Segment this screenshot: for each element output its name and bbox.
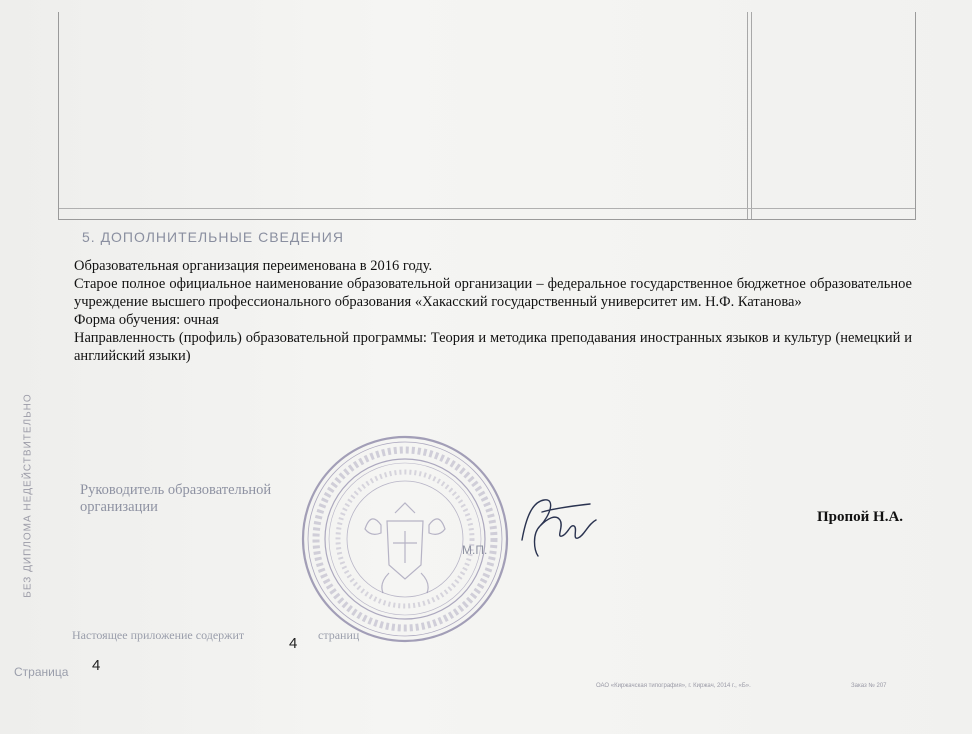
signer-name: Пропой Н.А.: [817, 509, 904, 525]
renamed-note: Образовательная организация переименована в 2016 году.: [74, 258, 433, 274]
pages-label: Настоящее приложение содержит: [72, 628, 245, 642]
printer-imprint: ОАО «Киржачская типография», г. Киржач, 2014 г., «Б».: [596, 683, 751, 689]
additional-info: [74, 257, 912, 365]
order-number: Заказ № 207: [851, 683, 887, 689]
old-name-note: Старое полное официальное наименование образовательной организации – федеральное государственное бюджетное образовательное учреждение высшего профессионального образования «Хакасский государственный университет им. Н.Ф. Катанова»: [74, 276, 912, 310]
section-title: 5. ДОПОЛНИТЕЛЬНЫЕ СВЕДЕНИЯ: [82, 229, 344, 245]
study-form: Форма обучения: очная: [74, 312, 219, 328]
vertical-note-text: БЕЗ ДИПЛОМА НЕДЕЙСТВИТЕЛЬНО: [22, 393, 34, 598]
signature-icon: [512, 490, 602, 562]
stamp-label: М.П.: [462, 543, 488, 557]
program-profile: Направленность (профиль) образовательной программы: Теория и методика преподавания иностранных языков и культур (немецкий и английский языки): [74, 330, 912, 364]
official-seal-icon: [299, 433, 511, 645]
head-label: Руководитель образовательной организации: [80, 482, 272, 515]
table-inner-line: [59, 208, 915, 209]
pages-count: 4: [289, 635, 298, 652]
page-label: Страница: [14, 665, 69, 679]
table-column-divider: [747, 12, 748, 219]
table-column-divider: [751, 12, 752, 219]
grades-table-remainder: [58, 12, 916, 220]
pages-suffix: страниц: [318, 628, 360, 642]
page-number: 4: [92, 657, 101, 674]
vertical-note: [8, 380, 48, 620]
